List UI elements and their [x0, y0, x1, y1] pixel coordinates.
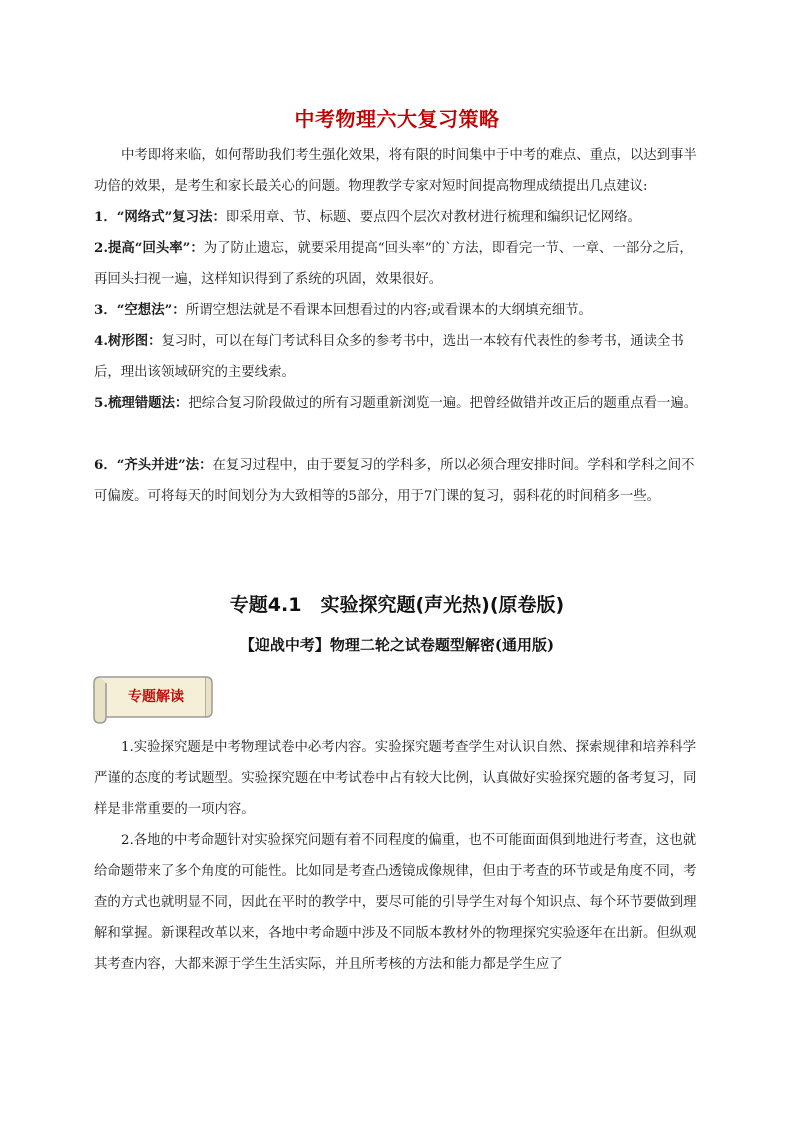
strategy-label: 2.提高“回头率”：	[94, 240, 204, 256]
strategy-item-3	[94, 295, 698, 326]
strategy-item-2	[94, 233, 698, 295]
page-title: 中考物理六大复习策略	[294, 107, 500, 131]
section-banner	[90, 672, 214, 724]
strategy-label: 6．“齐头并进”法：	[94, 457, 213, 473]
strategy-text: 为了防止遗忘，就要采用提高“回头率”的`方法，即看完一节、一章、一部分之后，再回头扫视一遍，这样知识得到了系统的巩固，效果很好。	[94, 241, 693, 287]
strategy-item-4	[94, 326, 698, 388]
banner-label: 专题解读	[128, 689, 184, 705]
strategy-item-6	[94, 450, 698, 512]
topic-title: 专题4.1 实验探究题(声光热)(原卷版)	[229, 594, 565, 616]
strategy-text: 所谓空想法就是不看课本回想看过的内容;或看课本的大纲填充细节。	[185, 303, 592, 318]
strategy-item-5	[94, 388, 698, 419]
strategy-text: 即采用章、节、标题、要点四个层次对教材进行梳理和编织记忆网络。	[225, 210, 641, 225]
strategy-label: 5.梳理错题法：	[94, 395, 189, 411]
strategy-item-1	[94, 202, 698, 233]
strategy-label: 1．“网络式”复习法：	[94, 209, 226, 225]
intro-paragraph: 中考即将来临，如何帮助我们考生强化效果，将有限的时间集中于中考的难点、重点，以达到事半功倍的效果，是考生和家长最关心的问题。物理教学专家对短时间提高物理成绩提出几点建议:	[94, 148, 697, 194]
strategy-text: 在复习过程中，由于要复习的学科多，所以必须合理安排时间。学科和学科之间不可偏废。可将每天的时间划分为大致相等的5部分，用于7门课的复习，弱科花的时间稍多一些。	[94, 458, 695, 504]
strategy-label: 3．“空想法”：	[94, 302, 186, 318]
reading-paragraph-1: 1.实验探究题是中考物理试卷中必考内容。实验探究题考查学生对认识自然、探索规律和培养科学严谨的态度的考试题型。实验探究题在中考试卷中占有较大比例，认真做好实验探究题的备考复习，同样是非常重要的一项内容。	[94, 740, 697, 817]
strategy-text: 把综合复习阶段做过的所有习题重新浏览一遍。把曾经做错并改正后的题重点看一遍。	[188, 396, 698, 411]
strategy-text: 复习时，可以在每门考试科目众多的参考书中，选出一本较有代表性的参考书，通读全书后，理出该领域研究的主要线索。	[94, 334, 684, 380]
topic-subtitle: 【迎战中考】物理二轮之试卷题型解密(通用版)	[239, 636, 555, 654]
reading-paragraph-2: 2.各地的中考命题针对实验探究问题有着不同程度的偏重，也不可能面面俱到地进行考查，这也就给命题带来了多个角度的可能性。比如同是考查凸透镜成像规律，但由于考查的环节或是角度不同，考查的方式也就明显不同，因此在平时的教学中，要尽可能的引导学生对每个知识点、每个环节要做到理解和掌握。新课程改革以来，各地中考命题中涉及不同版本教材外的物理探究实验逐年在出新。但纵观其考查内容，大都来源于学生生活实际，并且所考核的方法和能力都是学生应了	[94, 833, 697, 972]
strategy-label: 4.树形图：	[94, 333, 162, 349]
